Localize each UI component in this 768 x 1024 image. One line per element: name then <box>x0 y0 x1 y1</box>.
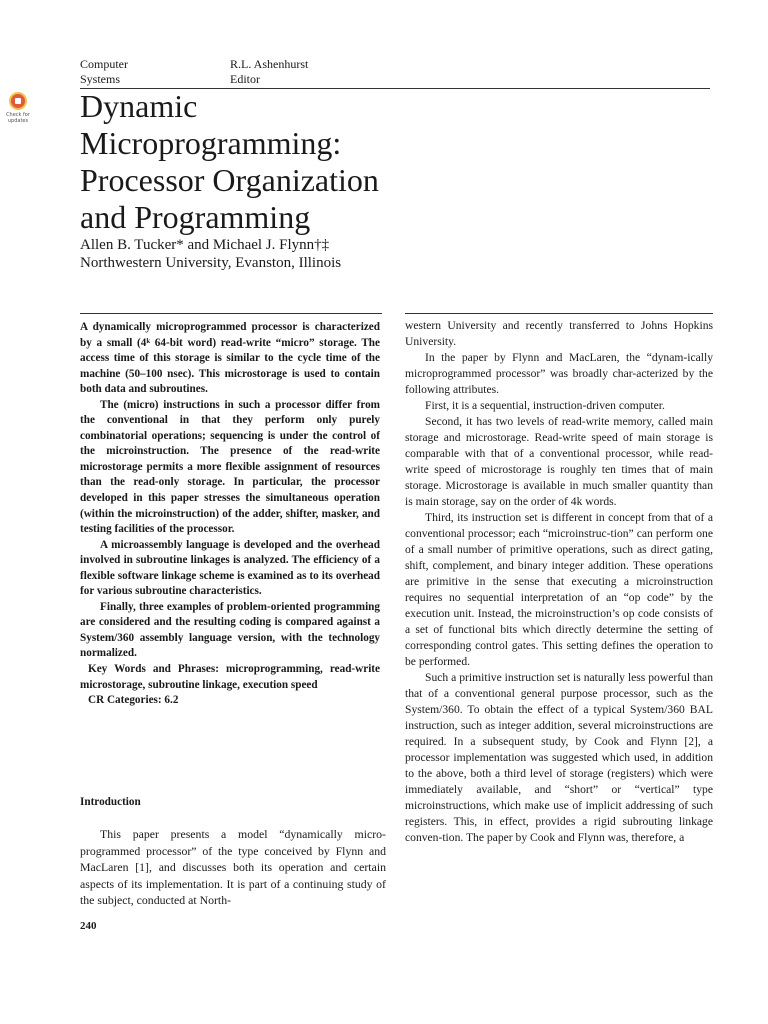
title-line-4: and Programming <box>80 199 311 235</box>
editor-block <box>230 57 308 87</box>
editor-role: Editor <box>230 72 260 86</box>
title-line-2: Microprogramming: <box>80 125 342 161</box>
key-words: Key Words and Phrases: microprogramming, read-write microstorage, subroutine linkage, execution speed <box>80 663 380 691</box>
introduction-paragraph-1: This paper presents a model “dynamically micro-programmed processor” of the type conceived by Flynn and MacLaren [1], and discusses both its operation and certain aspects of its implementation. It is part of a continuing study of the subject, conducted at North- <box>80 827 386 907</box>
journal-section <box>80 57 128 87</box>
right-paragraph-1: In the paper by Flynn and MacLaren, the “dynam-ically microprogrammed processor” was broadly char-acterized by the following attributes. <box>405 351 713 396</box>
badge-label: Check for updates <box>6 112 30 124</box>
author-names: Allen B. Tucker* and Michael J. Flynn†‡ <box>80 237 330 253</box>
author-affiliation: Northwestern University, Evanston, Illinois <box>80 255 342 271</box>
check-for-updates-badge[interactable] <box>2 92 34 128</box>
section-line-2: Systems <box>80 72 121 86</box>
cr-categories: CR Categories: 6.2 <box>88 694 179 707</box>
title-line-3: Processor Organization <box>80 162 379 198</box>
author-block <box>80 236 341 272</box>
right-paragraph-5: Such a primitive instruction set is naturally less powerful than that of a conventional general purpose processor, such as the System/360. To obtain the effect of a typical System/360 BAL instruction, such as integer addition, several microinstructions are required. In a subsequent study, by Cook and Flynn [2], a processor implementation was suggested which used, in addition to the above, both a third level of storage (registers) which were immediately available, and “short” or “vertical” type microinstructions, which make use of implicit addressing of such registers. This, in effect, provides a rigid subrouting linkage conven-tion. The paper by Cook and Flynn was, therefore, a <box>405 671 713 844</box>
update-icon <box>9 92 27 110</box>
title-line-1: Dynamic <box>80 88 198 124</box>
abstract-top-rule <box>80 313 382 314</box>
page-number: 240 <box>80 920 97 932</box>
introduction-heading: Introduction <box>80 796 141 808</box>
right-paragraph-3: Second, it has two levels of read-write memory, called main storage and microstorage. Read-write speed of main storage is comparable with that of a conventional processor, while read-write speed of microstorage is roughly ten times that of main storage. Microstorage is available in much smaller quantity than is main storage, say on the order of 4k words. <box>405 415 713 508</box>
right-column-top-rule <box>405 313 713 314</box>
abstract <box>80 320 380 709</box>
abstract-paragraph-3: A microassembly language is developed and the overhead involved in subroutine linkages is analyzed. The efficiency of a flexible software linkage scheme is examined as to its overhead for various subroutine characteristics. <box>80 538 380 598</box>
editor-name: R.L. Ashenhurst <box>230 57 309 71</box>
abstract-paragraph-4: Finally, three examples of problem-oriented programming are considered and the resulting coding is compared against a System/360 assembly language version, with the technology normalized. <box>80 600 380 660</box>
right-paragraph-4: Third, its instruction set is different in concept from that of a conventional processor; each “microinstruc-tion” can perform one of a small number of primitive operations, such as direct gating, shift, complement, and binary integer addition. These operations are primitive in the sense that executing a microinstruction requires no sequential interpretation of an “op code” by the execution unit. Instead, the microinstruction’s op code consists of a set of functional bits which directly determine the setting of corresponding control gates. This setting defines the operation to be performed. <box>405 511 713 668</box>
article-title <box>80 88 420 236</box>
abstract-paragraph-1: A dynamically microprogrammed processor is characterized by a small (4ᵏ 64-bit word) read-write “micro” storage. The access time of this storage is similar to the cycle time of the machine (50–100 nsec). This microstorage is used to contain both data and subroutines. <box>80 321 380 396</box>
right-paragraph-2: First, it is a sequential, instruction-driven computer. <box>425 399 665 412</box>
section-line-1: Computer <box>80 57 128 71</box>
abstract-paragraph-2: The (micro) instructions in such a processor differ from the conventional in that they perform only purely combinatorial operations; sequencing is under the control of the microinstruction. The presence of the read-write microstorage permits a more flexible assignment of resources than the read-only storage. In particular, the processor developed in this paper stresses the simultaneous operation (within the microinstruction) of the adder, shifter, masker, and testing facilities of the processor. <box>80 398 380 536</box>
right-column-body <box>405 318 713 846</box>
introduction-body <box>80 826 386 909</box>
right-paragraph-0: western University and recently transferred to Johns Hopkins University. <box>405 319 713 348</box>
